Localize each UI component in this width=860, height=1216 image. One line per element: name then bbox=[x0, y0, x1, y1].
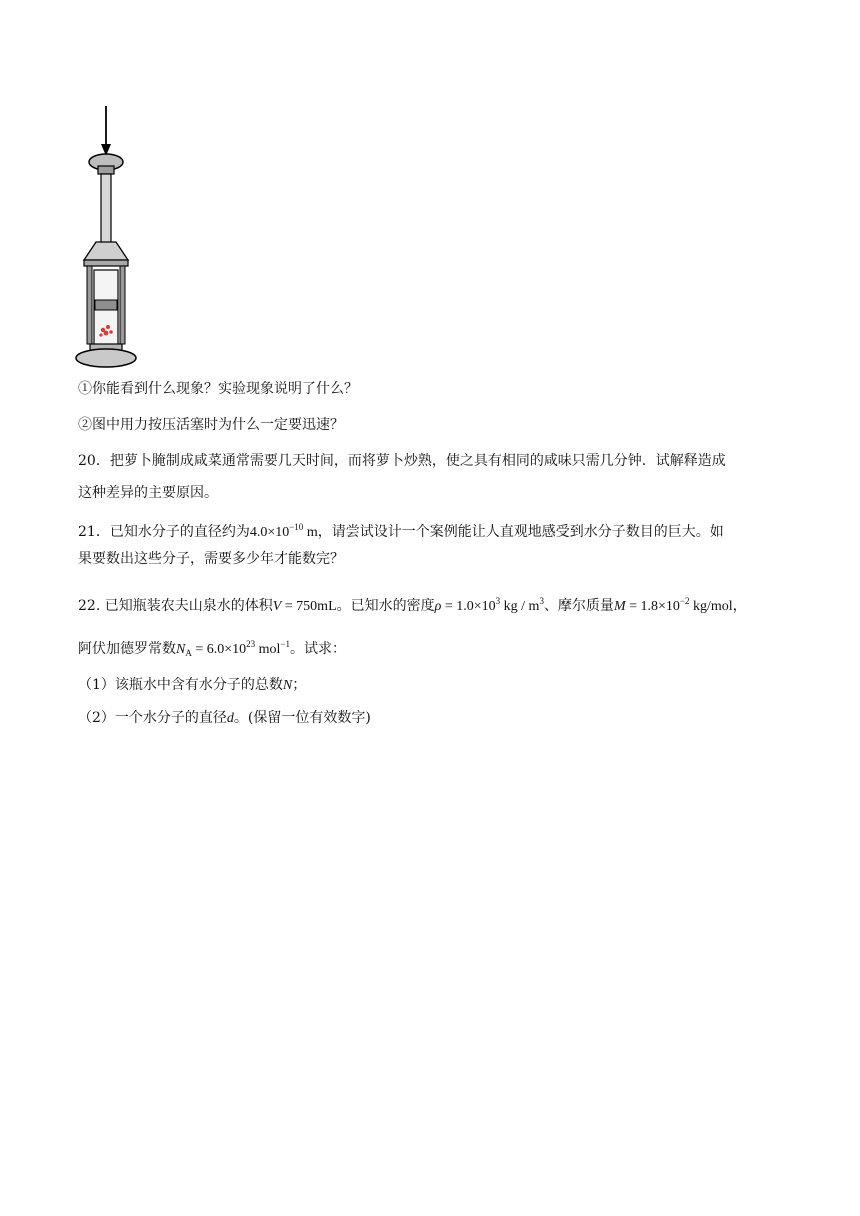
q22-text-intro: 22. 已知瓶装农夫山泉水的体积 bbox=[78, 598, 273, 614]
q22-molar-value: = 1.8×10 bbox=[625, 599, 680, 614]
q22-density-exponent: 3 bbox=[495, 596, 501, 606]
question-19-part-1: ①你能看到什么现象？实验现象说明了什么？ bbox=[78, 381, 358, 397]
q22-2-text: （2）一个水分子的直径 bbox=[78, 710, 227, 726]
question-22-part-1 bbox=[78, 675, 306, 696]
air-compression-syringe-icon bbox=[70, 104, 150, 374]
q22-volume-symbol: V bbox=[272, 599, 282, 614]
question-22-part-2 bbox=[78, 708, 371, 729]
q22-2-symbol: d bbox=[226, 711, 234, 726]
q22-avogadro-exponent: 23 bbox=[246, 639, 256, 649]
q21-diameter-unit: m bbox=[303, 525, 318, 540]
q22-avogadro-unit: mol bbox=[255, 642, 281, 657]
q22-avogadro-subscript: A bbox=[185, 648, 192, 658]
q21-diameter-base: 4.0×10 bbox=[249, 525, 290, 540]
q22-density-value: = 1.0×10 bbox=[441, 599, 496, 614]
question-21-line-2: 果要数出这些分子，需要多少年才能数完？ bbox=[78, 551, 344, 567]
q22-text-molar: 、摩尔质量 bbox=[543, 598, 614, 614]
q22-molar-exponent: −2 bbox=[679, 596, 690, 606]
q22-avogadro-symbol: N bbox=[176, 642, 186, 657]
q22-molar-symbol: M bbox=[613, 599, 626, 614]
q22-density-symbol: ρ bbox=[434, 599, 442, 614]
q22-avogadro-unit-exponent: −1 bbox=[280, 639, 290, 649]
q22-1-symbol: N bbox=[282, 678, 293, 693]
q22-1-text: （1）该瓶水中含有水分子的总数 bbox=[78, 677, 283, 693]
q22-1-end: ； bbox=[292, 677, 307, 693]
q21-diameter-exponent: −10 bbox=[289, 522, 304, 532]
q22-avogadro-value: = 6.0×10 bbox=[191, 642, 247, 657]
q22-volume-value: = 750mL bbox=[281, 599, 337, 614]
q22-density-unit: kg / m bbox=[500, 599, 540, 614]
q22-density-unit-exponent: 3 bbox=[539, 596, 544, 606]
q22-avogadro-label: 阿伏加德罗常数 bbox=[78, 641, 176, 657]
question-20-line-2: 这种差异的主要原因。 bbox=[78, 485, 218, 501]
question-19-part-2: ②图中用力按压活塞时为什么一定要迅速？ bbox=[78, 417, 344, 433]
q21-text-after: ，请尝试设计一个案例能让人直观地感受到水分子数目的巨大。如 bbox=[317, 524, 724, 540]
question-20-line-1: 20．把萝卜腌制成咸菜通常需要几天时间，而将萝卜炒熟，使之具有相同的咸味只需几分钟．试解释造成 bbox=[78, 453, 726, 469]
question-22-line-2 bbox=[78, 634, 346, 663]
q22-molar-unit: kg/mol， bbox=[689, 599, 747, 614]
q22-text-density: 。已知水的密度 bbox=[336, 598, 435, 614]
question-22-line-1 bbox=[78, 591, 747, 617]
q22-2-end: 。(保留一位有效数字) bbox=[233, 710, 371, 726]
q22-text-find: 。试求： bbox=[290, 641, 346, 657]
question-21-line-1 bbox=[78, 517, 724, 543]
q21-text-before: 21．已知水分子的直径约为 bbox=[78, 524, 250, 540]
